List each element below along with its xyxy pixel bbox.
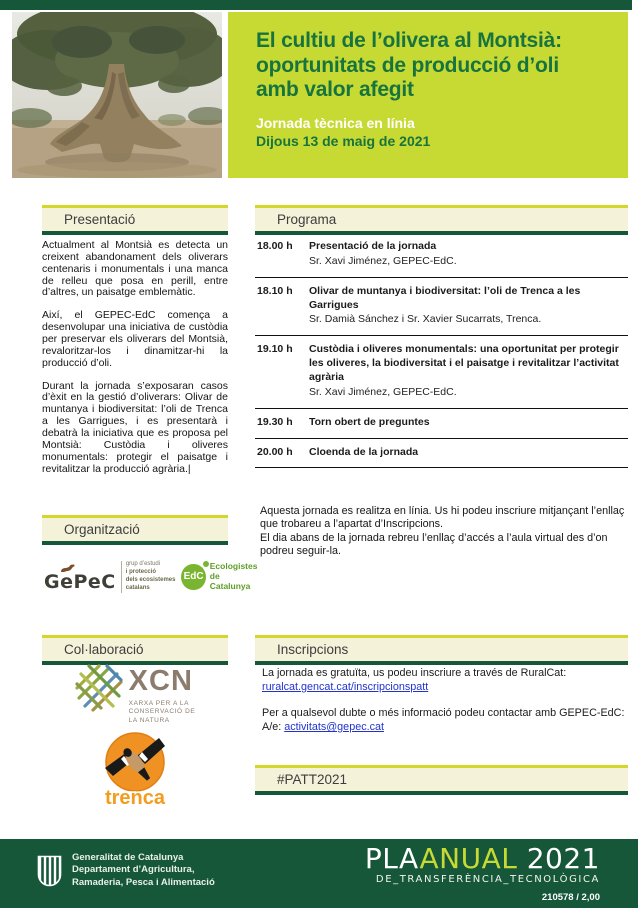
online-note-line: El dia abans de la jornada rebreu l’enllaç d’accés a l’aula virtual des d’on podreu seguir-la. bbox=[260, 531, 608, 558]
program-item bbox=[255, 233, 628, 278]
gepec-tagline-line: catalans bbox=[125, 584, 150, 591]
xcn-tagline-line: XARXA PER A LA bbox=[128, 699, 190, 707]
marten-icon bbox=[60, 561, 76, 579]
presentacio-paragraph: Actualment al Montsià es detecta un creixent abandonament dels oliverars centenaris i monumentals i una manca de relleu que posa en perill, entre d’altres, un paisatge emblemàtic. bbox=[42, 239, 228, 299]
email-prefix: A/e: bbox=[262, 721, 285, 734]
program-entry bbox=[309, 343, 628, 399]
online-note-line: Aquesta jornada es realitza en línia. Us hi podeu inscriure mitjançant l’enllaç que trobareu a l’apartat d’Inscripcions. bbox=[260, 505, 625, 531]
edc-label-line2: de Catalunya bbox=[209, 571, 251, 591]
program-time: 19.10 h bbox=[257, 343, 293, 356]
program-item bbox=[255, 439, 628, 469]
program-speaker: Sr. Xavi Jiménez, GEPEC-EdC. bbox=[309, 254, 457, 267]
section-hashtag-header bbox=[255, 765, 628, 795]
inscripcions-paragraph-1 bbox=[262, 666, 628, 694]
inscripcions-line2: Per a qualsevol dubte o més informació podeu contactar amb GEPEC-EdC: bbox=[262, 707, 625, 720]
pla-part: PLA bbox=[364, 842, 420, 875]
edc-circle-icon bbox=[181, 564, 205, 590]
top-accent-bar bbox=[0, 0, 632, 10]
organitzacio-logos bbox=[44, 549, 258, 605]
xcn-wordmark: XCN bbox=[128, 665, 193, 697]
document-code: 210578 / 2,00 bbox=[541, 892, 600, 904]
presentacio-paragraph: Així, el GEPEC-EdC comença a desenvolupar una iniciativa de custòdia per preservar els oliverars del Montsià, revaloritzar-los i dinamitzar-hi la producció d’oli. bbox=[42, 309, 228, 369]
hashtag-label: #PATT2021 bbox=[277, 772, 348, 787]
presentacio-body bbox=[42, 240, 228, 486]
inscripcions-line1: La jornada es gratuïta, us podeu inscriure a través de RuralCat: bbox=[262, 667, 567, 679]
program-time: 20.00 h bbox=[257, 445, 293, 458]
program-speaker: Sr. Xavi Jiménez, GEPEC-EdC. bbox=[309, 385, 457, 398]
program-entry bbox=[309, 285, 628, 328]
olive-tree-illustration bbox=[12, 12, 222, 178]
section-collaboracio-header bbox=[42, 635, 228, 665]
ruralcat-link[interactable]: ruralcat.gencat.cat/inscripcionspatt bbox=[262, 681, 429, 694]
gepec-logo bbox=[44, 561, 116, 593]
year-part: 2021 bbox=[526, 842, 600, 875]
pla-anual-subtitle: DE_TRANSFERÈNCIA_TECNOLÒGICA bbox=[375, 874, 600, 886]
program-time: 18.00 h bbox=[257, 240, 293, 252]
xcn-lattice-icon bbox=[75, 662, 123, 712]
trenca-bird-icon bbox=[97, 728, 173, 808]
edc-dot-icon bbox=[203, 561, 209, 567]
section-presentacio-header bbox=[42, 205, 228, 235]
pla-anual-title bbox=[365, 844, 600, 873]
program-item bbox=[255, 278, 628, 337]
gepec-tagline bbox=[121, 561, 176, 592]
section-programa-header bbox=[255, 205, 628, 235]
program-title: Presentació de la jornada bbox=[309, 240, 437, 252]
gencat-block bbox=[36, 852, 215, 889]
footer-bar bbox=[0, 839, 638, 908]
page-title: El cultiu de l’olivera al Montsià: oportunitats de producció d’oli amb valor afegit bbox=[256, 29, 562, 102]
gepec-wordmark: GePeC bbox=[44, 571, 116, 593]
gepec-tagline-line: i protecció bbox=[125, 569, 157, 576]
header-banner bbox=[228, 12, 628, 178]
anual-part: ANUAL bbox=[419, 842, 518, 875]
program-time: 18.10 h bbox=[257, 284, 293, 297]
edc-label-line1: Ecologistes bbox=[209, 561, 258, 572]
programa-heading: Programa bbox=[277, 212, 337, 227]
section-organitzacio-header bbox=[42, 515, 228, 545]
gencat-text-line: Generalitat de Catalunya bbox=[72, 852, 184, 863]
program-title: Custòdia i oliveres monumentals: una oportunitat per protegir les oliveres, la biodiversitat i el paisatge i revitalitzar l’activitat agrària bbox=[309, 343, 619, 384]
program-title: Torn obert de preguntes bbox=[309, 415, 430, 428]
program-item bbox=[255, 336, 628, 408]
event-date: Dijous 13 de maig de 2021 bbox=[256, 132, 431, 149]
program-list bbox=[255, 233, 628, 468]
program-entry bbox=[309, 416, 628, 430]
online-note bbox=[260, 505, 628, 559]
program-title: Olivar de muntanya i biodiversitat: l’oli de Trenca a les Garrigues bbox=[309, 284, 581, 311]
program-item bbox=[255, 409, 628, 439]
section-inscripcions-header bbox=[255, 635, 628, 665]
presentacio-heading: Presentació bbox=[64, 212, 136, 227]
collaboracio-heading: Col·laboració bbox=[64, 642, 144, 657]
email-link[interactable]: activitats@gepec.cat bbox=[284, 721, 385, 734]
gencat-text-line: Ramaderia, Pesca i Alimentació bbox=[72, 876, 215, 888]
program-speaker: Sr. Damià Sánchez i Sr. Xavier Sucarrats, Trenca. bbox=[309, 313, 542, 326]
xcn-tagline bbox=[129, 700, 196, 726]
presentacio-paragraph: Durant la jornada s’exposaran casos d’èxit en la gestió d’oliverars: Olivar de muntanya i biodiversitat: l’oli de Trenca a les Garrigues, i es presentarà i debatrà la iniciativa que es proposa pel Montsià: Custòdia i oliveres monumentals: protegir el paisatge i revitalitzar la producció agrària.| bbox=[42, 379, 228, 475]
olive-tree-photo bbox=[12, 12, 222, 178]
organitzacio-heading: Organització bbox=[64, 522, 140, 537]
xcn-tagline-line: LA NATURA bbox=[128, 717, 170, 725]
svg-text:trenca: trenca bbox=[104, 787, 166, 808]
gepec-tagline-line: grup d’estudi bbox=[125, 561, 161, 568]
inscripcions-paragraph-2 bbox=[262, 706, 628, 734]
xcn-tagline-line: CONSERVACIÓ DE bbox=[128, 708, 196, 716]
program-entry bbox=[309, 446, 628, 460]
edc-abbr: EdC bbox=[183, 571, 204, 583]
senyera-shield-icon bbox=[36, 854, 63, 888]
xcn-text-block bbox=[129, 662, 196, 726]
edc-label bbox=[210, 562, 259, 591]
gencat-text bbox=[72, 852, 215, 889]
event-type: Jornada tècnica en línia bbox=[256, 114, 415, 131]
inscripcions-body bbox=[262, 666, 628, 746]
edc-logo bbox=[181, 562, 259, 591]
gepec-tagline-line: dels ecosistemes bbox=[125, 577, 176, 583]
program-entry bbox=[309, 240, 628, 269]
pla-anual-block bbox=[365, 844, 600, 903]
trenca-logo bbox=[42, 728, 228, 808]
xcn-logo bbox=[42, 662, 228, 726]
program-title: Cloenda de la jornada bbox=[309, 445, 419, 458]
inscripcions-heading: Inscripcions bbox=[277, 642, 349, 657]
gencat-text-line: Departament d’Agricultura, bbox=[72, 864, 195, 876]
program-time: 19.30 h bbox=[257, 415, 293, 428]
